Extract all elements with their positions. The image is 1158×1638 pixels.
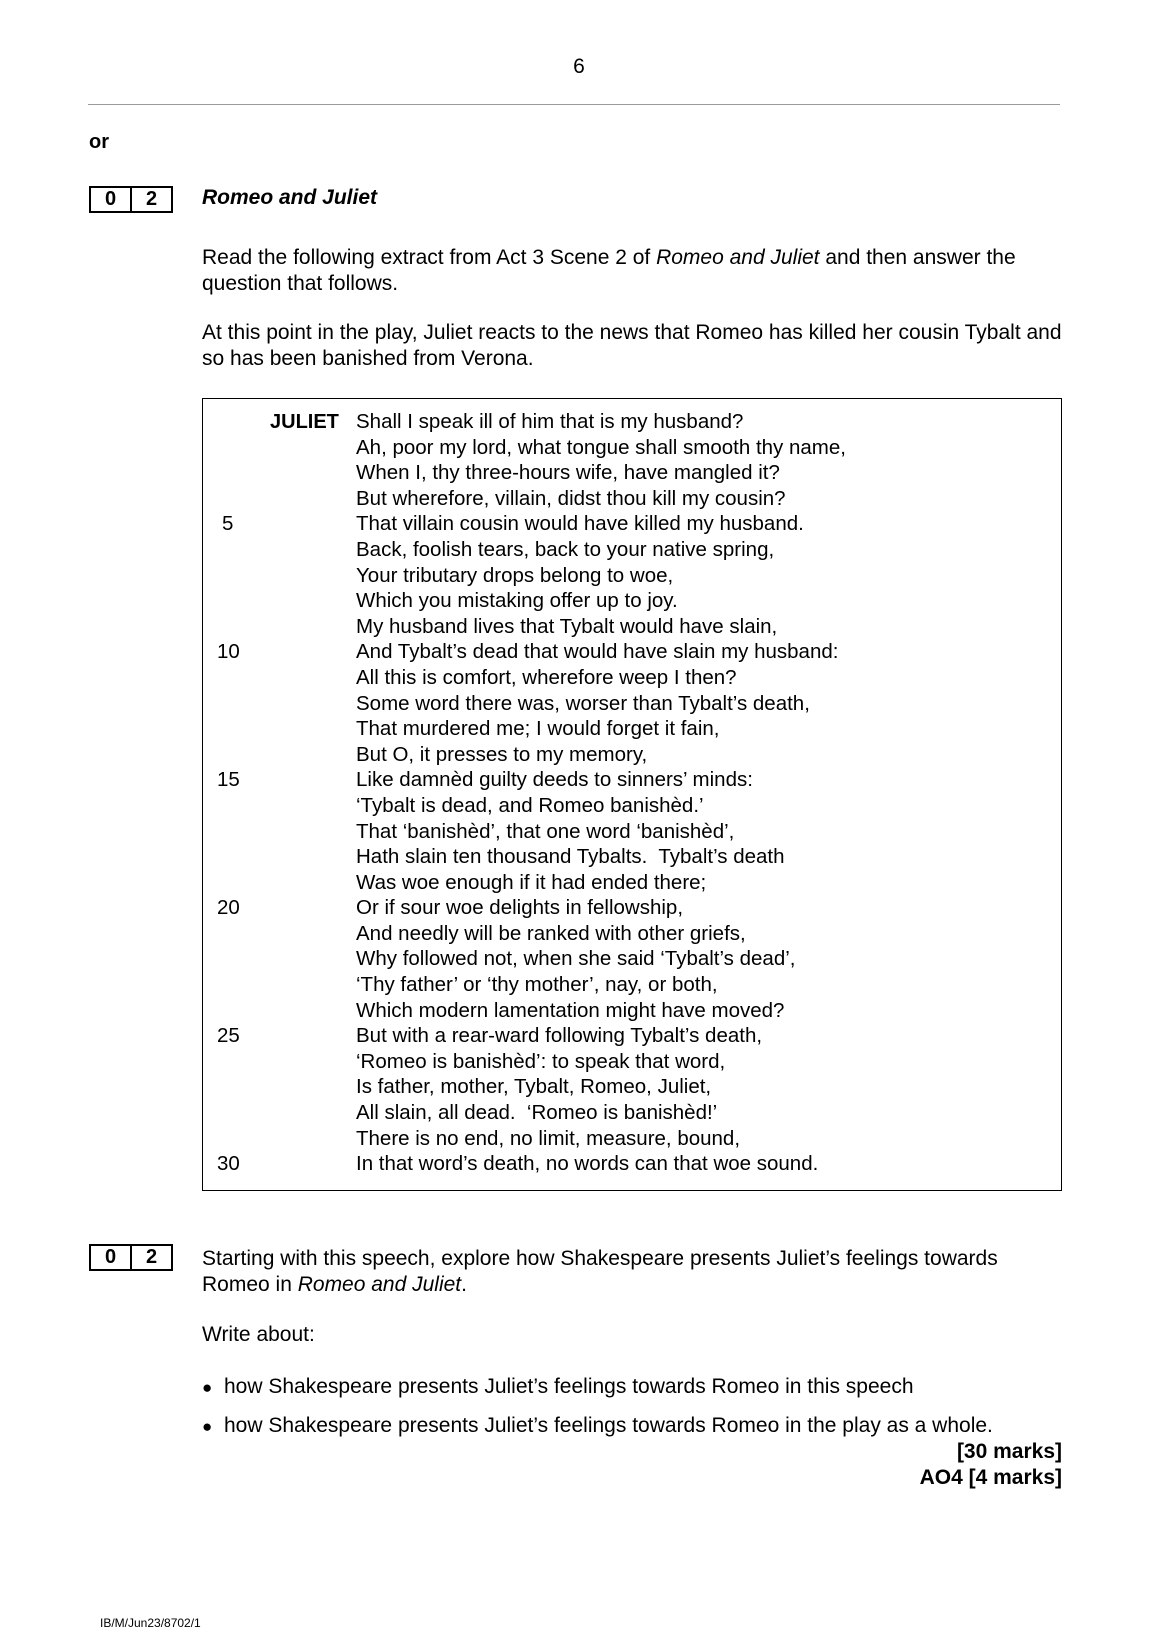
task-text: . <box>461 1273 467 1296</box>
task-prompt <box>202 1246 1062 1298</box>
question-number-digit: 0 <box>104 188 117 210</box>
context-paragraph: At this point in the play, Juliet reacts to the news that Romeo has killed her cousin Tybalt and so has been banished from Verona. <box>202 321 1062 370</box>
verse-line: All slain, all dead. ‘Romeo is banishèd!’ <box>356 1101 718 1125</box>
play-title-italic: Romeo and Juliet <box>297 1273 462 1296</box>
verse-line: When I, thy three-hours wife, have mangled it? <box>356 461 780 485</box>
line-number: 10 <box>217 640 240 663</box>
intro-paragraph <box>202 245 1062 297</box>
bullet-text: how Shakespeare presents Juliet’s feelings towards Romeo in this speech <box>224 1375 914 1398</box>
question-number-box <box>89 186 173 213</box>
verse-line: Which modern lamentation might have moved? <box>356 998 785 1022</box>
verse-line: That ‘banishèd’, that one word ‘banishèd’, <box>356 819 735 843</box>
header-divider <box>88 104 1060 105</box>
verse-line: Why followed not, when she said ‘Tybalt’s dead’, <box>356 947 796 971</box>
play-title-italic: Romeo and Juliet <box>656 246 820 269</box>
intro-text: and then answer the question that follows. <box>202 246 1016 295</box>
line-number: 15 <box>217 768 240 791</box>
task-text: Starting with this speech, explore how Shakespeare presents Juliet’s feelings towards Romeo in <box>202 1247 998 1296</box>
verse-line: Ah, poor my lord, what tongue shall smooth thy name, <box>356 435 846 459</box>
verse-line: Was woe enough if it had ended there; <box>356 870 707 894</box>
verse-line: Is father, mother, Tybalt, Romeo, Juliet, <box>356 1075 712 1099</box>
task-number-digit: 0 <box>104 1246 117 1268</box>
marks-total: [30 marks] <box>956 1440 1062 1463</box>
verse-line: Some word there was, worser than Tybalt’s death, <box>356 691 810 715</box>
page-number: 6 <box>573 55 585 78</box>
bullet-item <box>202 1414 1062 1438</box>
verse-line: And needly will be ranked with other griefs, <box>356 921 746 945</box>
ao4-marks: AO4 [4 marks] <box>919 1466 1062 1489</box>
verse-line: ‘Thy father’ or ‘thy mother’, nay, or both, <box>356 973 718 997</box>
verse-line: Your tributary drops belong to woe, <box>356 563 674 587</box>
verse-line: My husband lives that Tybalt would have slain, <box>356 614 778 638</box>
verse-line: Which you mistaking offer up to joy. <box>356 589 678 613</box>
bullet-text: how Shakespeare presents Juliet’s feelings towards Romeo in the play as a whole. <box>224 1414 993 1437</box>
verse-line: ‘Tybalt is dead, and Romeo banishèd.’ <box>356 793 704 817</box>
bullet-dot-icon: ● <box>202 1417 213 1436</box>
task-number-box <box>89 1244 173 1271</box>
verse-line: There is no end, no limit, measure, bound, <box>356 1126 741 1150</box>
question-number-digit: 2 <box>130 188 171 211</box>
verse-line: That murdered me; I would forget it fain, <box>356 717 720 741</box>
paper-code: IB/M/Jun23/8702/1 <box>100 1616 201 1630</box>
verse-line: In that word’s death, no words can that woe sound. <box>356 1152 819 1176</box>
extract-verse <box>356 409 846 1177</box>
task-number-digit: 2 <box>130 1246 171 1269</box>
verse-line: Or if sour woe delights in fellowship, <box>356 896 684 920</box>
question-title: Romeo and Juliet <box>202 186 378 209</box>
verse-line: But with a rear-ward following Tybalt’s death, <box>356 1024 763 1048</box>
verse-line: And Tybalt’s dead that would have slain my husband: <box>356 640 839 664</box>
verse-line: Hath slain ten thousand Tybalts. Tybalt’s death <box>356 845 785 869</box>
line-number: 25 <box>217 1024 240 1047</box>
intro-text: Read the following extract from Act 3 Scene 2 of <box>202 246 657 269</box>
speaker-name: JULIET <box>270 411 339 433</box>
verse-line: But wherefore, villain, didst thou kill my cousin? <box>356 486 786 510</box>
verse-line: But O, it presses to my memory, <box>356 742 648 766</box>
verse-line: Like damnèd guilty deeds to sinners’ minds: <box>356 768 753 792</box>
verse-line: That villain cousin would have killed my husband. <box>356 512 804 536</box>
verse-line: All this is comfort, wherefore weep I then? <box>356 665 737 689</box>
verse-line: ‘Romeo is banishèd’: to speak that word, <box>356 1049 726 1073</box>
bullet-dot-icon: ● <box>202 1378 213 1397</box>
write-about-label: Write about: <box>202 1323 315 1346</box>
line-number: 20 <box>217 896 240 919</box>
line-number: 30 <box>217 1152 240 1175</box>
or-label: or <box>89 131 109 153</box>
verse-line: Back, foolish tears, back to your native spring, <box>356 537 775 561</box>
line-number: 5 <box>222 512 234 535</box>
bullet-item <box>202 1375 1062 1399</box>
verse-line: Shall I speak ill of him that is my husband? <box>356 410 744 433</box>
